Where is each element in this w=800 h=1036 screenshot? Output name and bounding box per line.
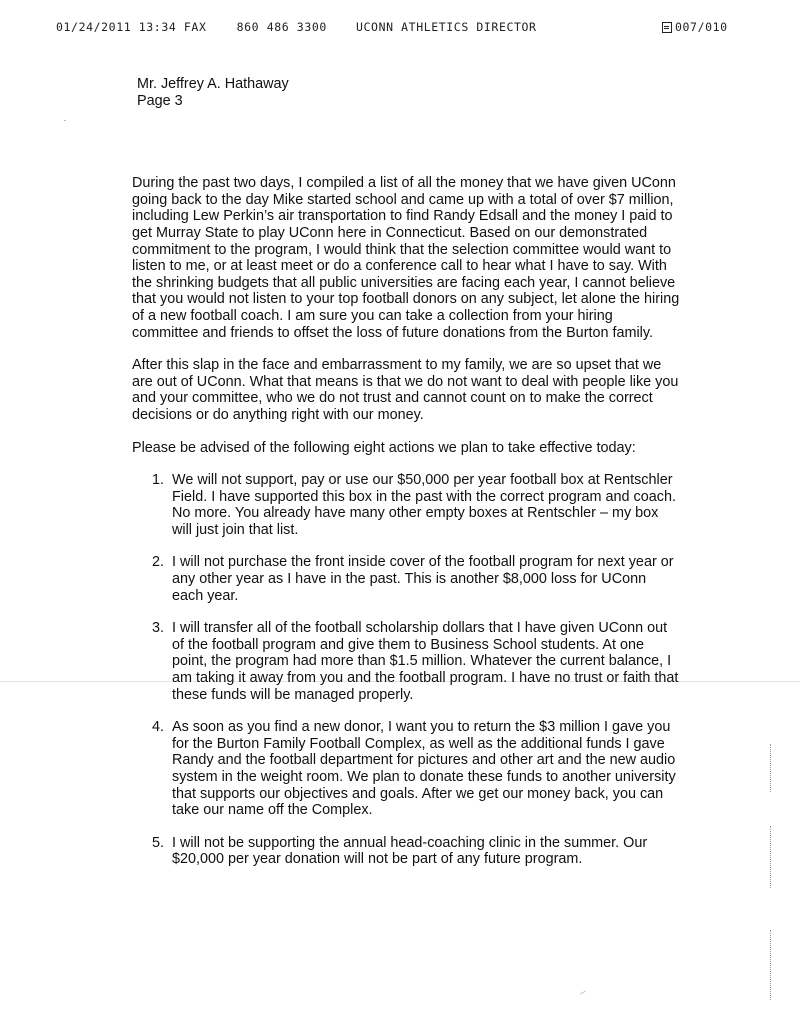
list-item [152,719,680,819]
list-item-number: 2. [152,554,165,571]
list-item [152,620,680,703]
fax-sender: UCONN ATHLETICS DIRECTOR [356,20,537,34]
scan-artifact-tick [580,991,586,995]
fax-timestamp: 01/24/2011 13:34 FAX [56,20,207,34]
list-item-number: 3. [152,620,165,637]
paragraph-out-of-uconn: After this slap in the face and embarrassment to my family, we are so upset that we are out of UConn. What that means is that we do not want to deal with people like you and your committee, who we do not trust and cannot count on to make the correct decisions or do anything right with our money. [132,357,679,423]
scan-artifact-dot [64,120,66,121]
margin-scan-mark [770,744,772,792]
paragraph-donations: During the past two days, I compiled a list of all the money that we have given UConn going back to the day Mike started school and came up with a total of over $7 million, including Lew Perkin’s air transportation to find Randy Edsall and the money I paid to get Murray State to play UConn here in Connecticut. Based on our demonstrated commitment to the program, I would think that the selection committee would want to listen to me, or at least meet or do a conference call to hear what I have to say. With the shrinking budgets that all public universities are facing each year, I cannot believe that you would not listen to your top football donors on any subject, let alone the hiring of a new football coach. I am sure you can take a collection from your hiring committee and friends to offset the loss of future donations from the Burton family. [132,175,680,341]
actions-list [132,472,680,868]
fax-header [0,20,800,36]
fax-timestamp-and-number [56,20,327,34]
fax-number: 860 486 3300 [236,20,327,34]
list-item-number: 1. [152,472,165,489]
list-item-text: I will transfer all of the football scholarship dollars that I have given UConn out of the football program and give them to Business School students. At one point, the program had more than $1.5 million. Whatever the current balance, I am taking it away from you and the football program. I have no trust or faith that these funds will be managed properly. [172,620,679,703]
list-item-text: I will not be supporting the annual head-coaching clinic in the summer. Our $20,000 per year donation will not be part of any future program. [172,834,648,868]
margin-scan-mark [770,930,772,1000]
list-item-number: 5. [152,834,165,851]
page-label: Page 3 [137,92,183,109]
list-item-text: As soon as you find a new donor, I want you to return the $3 million I gave you for the Burton Family Football Complex, as well as the additional funds I gave Randy and the football department for pictures and other art and the new audio system in the weight room. We plan to donate these funds to another university that supports our objectives and goals. After we get our money back, you can take our name off the Complex. [172,719,676,819]
recipient-block [137,76,680,109]
fax-page-counter: 007/010 [675,20,728,34]
list-item-number: 4. [152,719,165,736]
list-item [152,835,680,868]
paragraph-actions-intro: Please be advised of the following eight actions we plan to take effective today: [132,439,636,456]
margin-scan-mark [770,826,772,888]
fax-page-icon [662,22,672,33]
recipient-name: Mr. Jeffrey A. Hathaway [137,76,289,92]
list-item [152,554,680,604]
letter-body [132,76,680,884]
list-item-text: We will not support, pay or use our $50,000 per year football box at Rentschler Field. I have supported this box in the past with the correct program and coach. No more. You already have many other empty boxes at Rentschler – my box will just join that list. [172,472,676,538]
list-item-text: I will not purchase the front inside cover of the football program for next year or any other year as I have in the past. This is another $8,000 loss for UConn each year. [172,554,674,604]
list-item [152,472,680,538]
fax-page-counter-group [662,20,728,34]
